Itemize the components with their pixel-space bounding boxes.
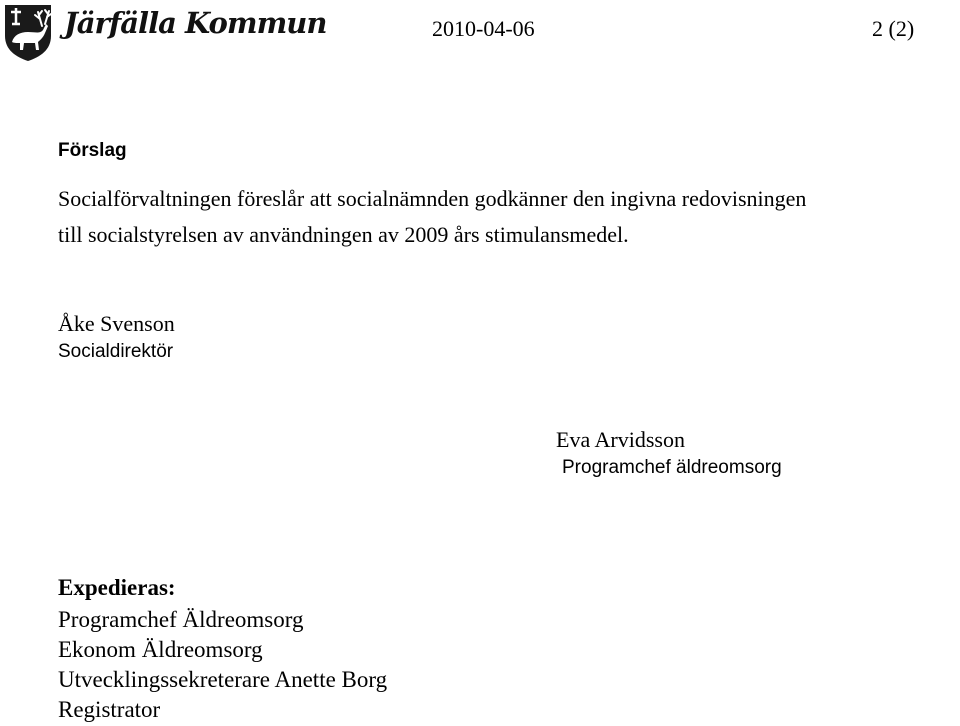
signer-name: Eva Arvidsson bbox=[556, 427, 685, 452]
signer-name: Åke Svenson bbox=[58, 311, 175, 336]
signer-title: Socialdirektör bbox=[58, 341, 174, 362]
distribution-list bbox=[58, 605, 387, 725]
distribution-recipient: Ekonom Äldreomsorg bbox=[58, 637, 263, 662]
distribution-recipient: Registrator bbox=[58, 697, 161, 722]
distribution-heading: Expedieras: bbox=[58, 575, 176, 600]
signer-title: Programchef äldreomsorg bbox=[562, 457, 782, 478]
proposal-text-line: Socialförvaltningen föreslår att socialnämnden godkänner den ingivna redovisningen bbox=[58, 186, 807, 211]
proposal-text-line: till socialstyrelsen av användningen av 2009 års stimulansmedel. bbox=[58, 222, 629, 247]
document-date: 2010-04-06 bbox=[432, 16, 535, 41]
distribution-recipient: Programchef Äldreomsorg bbox=[58, 607, 304, 632]
municipality-logo-text: Järfälla Kommun bbox=[64, 6, 327, 40]
distribution-recipient: Utvecklingssekreterare Anette Borg bbox=[58, 667, 388, 692]
page-number: 2 (2) bbox=[872, 16, 915, 41]
proposal-heading: Förslag bbox=[58, 140, 127, 161]
municipal-coat-of-arms-icon bbox=[2, 2, 54, 62]
